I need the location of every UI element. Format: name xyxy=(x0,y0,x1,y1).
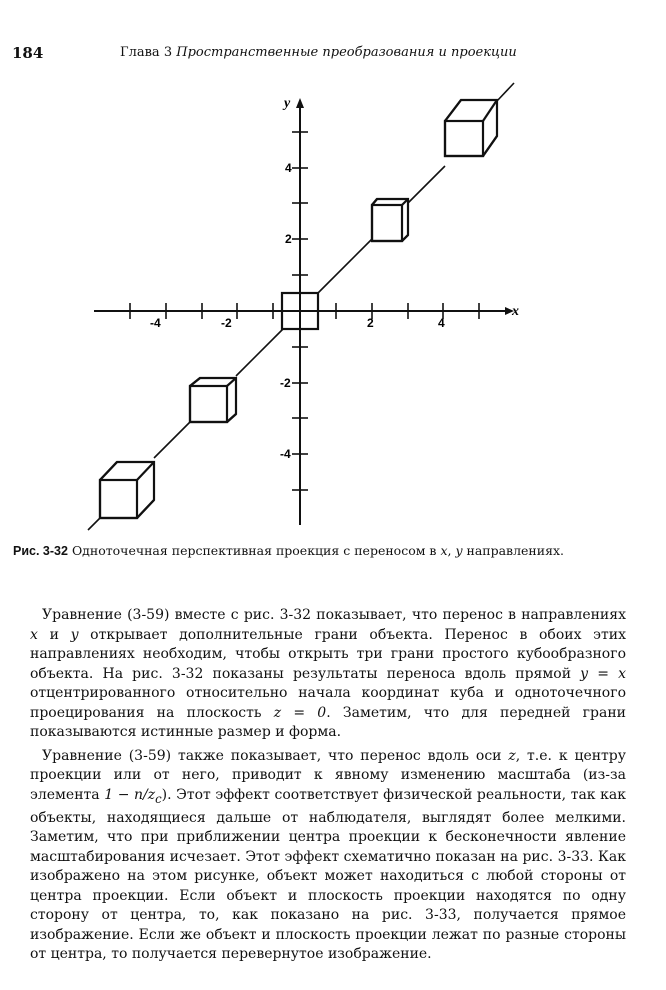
y-axis-label: y xyxy=(284,96,291,111)
paragraph: Уравнение (3-59) также показывает, что перенос вдоль оси z, т.е. к центру проекции или от него, приводит к явному изменению масштаба (из-за элемента $1 - n/z_c$). Этот эффект соответствует физической реальности, так как объекты, находящиеся дальше от наблюдателя, выглядят более мелкими. Заметим, что при приближении центра проекции к бесконечности явление масштабирования исчезает. Этот эффект схематично показан на рис. 3-33. Как изображено на этом рисунке, объект может находиться с любой стороны от центра проекции. Если объект и плоскость проекции находятся по одну сторону от центра, то, как показано на рис. 3-33, получается прямое изображение. Если же объект и плоскость проекции лежат по разные стороны от центра, то получается перевернутое изображение. xyxy=(30,747,627,963)
chapter-title: Пространственные преобразования и проекции xyxy=(176,45,517,60)
y-axis-arrow xyxy=(296,98,304,108)
paragraph: Уравнение (3-59) вместе с рис. 3-32 показывает, что перенос в направлениях x и y открывает дополнительные грани объекта. Перенос в обоих этих направлениях необходим, чтобы открыть три грани простого кубообразного объекта. На рис. 3-32 показаны результаты переноса вдоль прямой y = x отцентрированного относительно начала координат куба и одноточечного проецирования на плоскость z = 0. Заметим, что для передней грани показываются истинные размер и форма. xyxy=(30,607,626,740)
y-tick-label: 4 xyxy=(285,161,292,175)
running-head xyxy=(120,45,517,60)
body-text xyxy=(30,606,626,969)
x-tick-label: 4 xyxy=(438,316,445,330)
y-tick-label: 2 xyxy=(285,232,292,246)
figure-caption: Рис. 3-32 Одноточечная перспективная проекция с переносом в x, y направлениях. xyxy=(13,543,565,558)
perspective-plot xyxy=(0,80,666,540)
x-tick-label: 2 xyxy=(367,316,374,330)
figure-label: Рис. 3-32 xyxy=(13,544,68,558)
cube-2-2 xyxy=(372,199,408,241)
y-tick-label: -4 xyxy=(280,447,291,461)
cube-neg2-neg2 xyxy=(190,378,236,422)
x-tick-label: -2 xyxy=(221,316,232,330)
x-tick-label: -4 xyxy=(150,316,161,330)
y-tick-label: -2 xyxy=(280,376,291,390)
cube-neg4-neg4 xyxy=(100,462,154,518)
chapter-number: Глава 3 xyxy=(120,45,173,60)
x-axis-label: x xyxy=(512,304,519,319)
figure-3-32 xyxy=(0,80,666,540)
cube-4-4 xyxy=(445,100,497,156)
page-number: 184 xyxy=(12,44,44,62)
